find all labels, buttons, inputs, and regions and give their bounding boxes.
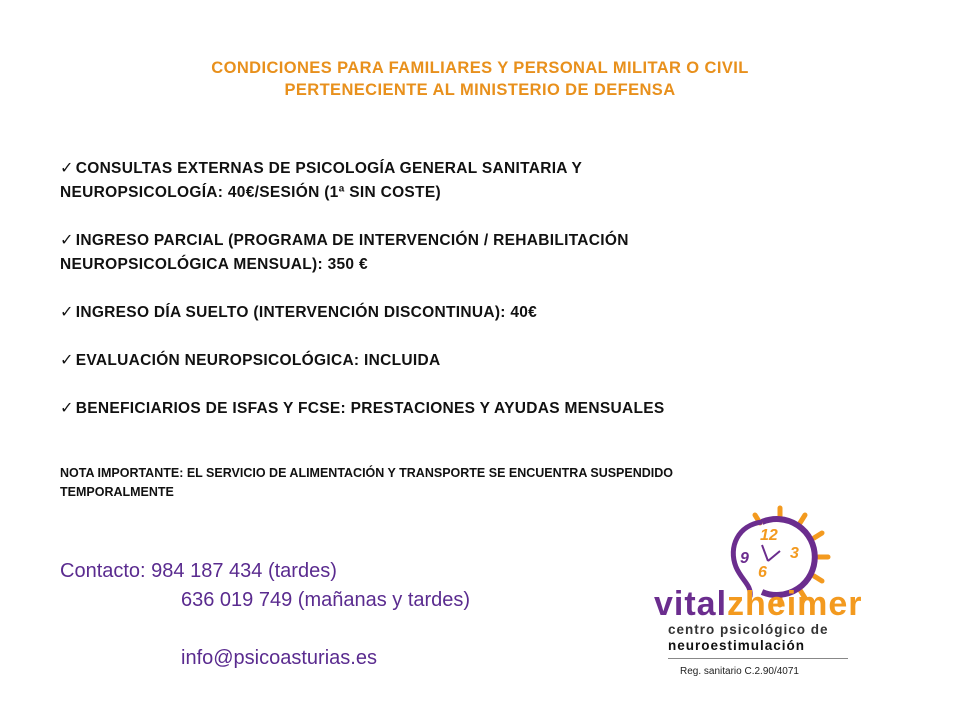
logo-subtitle-2: neuroestimulación [668,638,806,653]
clock-number-9: 9 [740,550,749,567]
logo-subtitle-1: centro psicológico de [668,622,829,637]
item-line-2: NEUROPSICOLÓGICA MENSUAL): 350 € [60,256,368,273]
phone-mornings-afternoons: 636 019 749 (mañanas y tardes) [181,589,471,611]
contact-block [60,557,470,673]
contact-label: Contacto: [60,560,152,582]
list-item [60,301,920,325]
check-icon: ✓ [60,232,74,249]
logo-wordmark: vitalzheimer [654,585,863,623]
list-item [60,157,920,205]
important-note [60,464,920,502]
note-line-1: NOTA IMPORTANTE: EL SERVICIO DE ALIMENTACIÓN Y TRANSPORTE SE ENCUENTRA SUSPENDIDO [60,466,674,480]
check-icon: ✓ [60,160,74,177]
logo-divider [668,658,848,659]
note-line-2: TEMPORALMENTE [60,485,174,499]
check-icon: ✓ [60,304,74,321]
page-heading [0,57,960,101]
list-item [60,349,920,373]
heading-line-1: CONDICIONES PARA FAMILIARES Y PERSONAL MILITAR O CIVIL [211,59,749,77]
check-icon: ✓ [60,400,74,417]
list-item [60,397,920,421]
contact-email-link[interactable]: info@psicoasturias.es [181,647,377,669]
clock-number-3: 3 [790,545,799,562]
item-line-1: INGRESO DÍA SUELTO (INTERVENCIÓN DISCONTINUA): 40€ [75,304,538,321]
item-line-1: CONSULTAS EXTERNAS DE PSICOLOGÍA GENERAL SANITARIA Y [75,160,583,177]
clock-number-12: 12 [760,527,778,544]
conditions-list [60,157,920,445]
clock-number-6: 6 [758,564,767,581]
item-line-1: BENEFICIARIOS DE ISFAS Y FCSE: PRESTACIONES Y AYUDAS MENSUALES [75,400,665,417]
phone-afternoons: 984 187 434 (tardes) [151,560,337,582]
item-line-1: EVALUACIÓN NEUROPSICOLÓGICA: INCLUIDA [75,352,441,369]
vitalzheimer-logo [640,505,880,695]
list-item [60,229,920,277]
logo-registration: Reg. sanitario C.2.90/4071 [680,666,799,677]
heading-line-2: PERTENECIENTE AL MINISTERIO DE DEFENSA [284,81,676,99]
item-line-1: INGRESO PARCIAL (PROGRAMA DE INTERVENCIÓN / REHABILITACIÓN [75,232,629,249]
item-line-2: NEUROPSICOLOGÍA: 40€/SESIÓN (1ª SIN COSTE) [60,184,441,201]
check-icon: ✓ [60,352,74,369]
